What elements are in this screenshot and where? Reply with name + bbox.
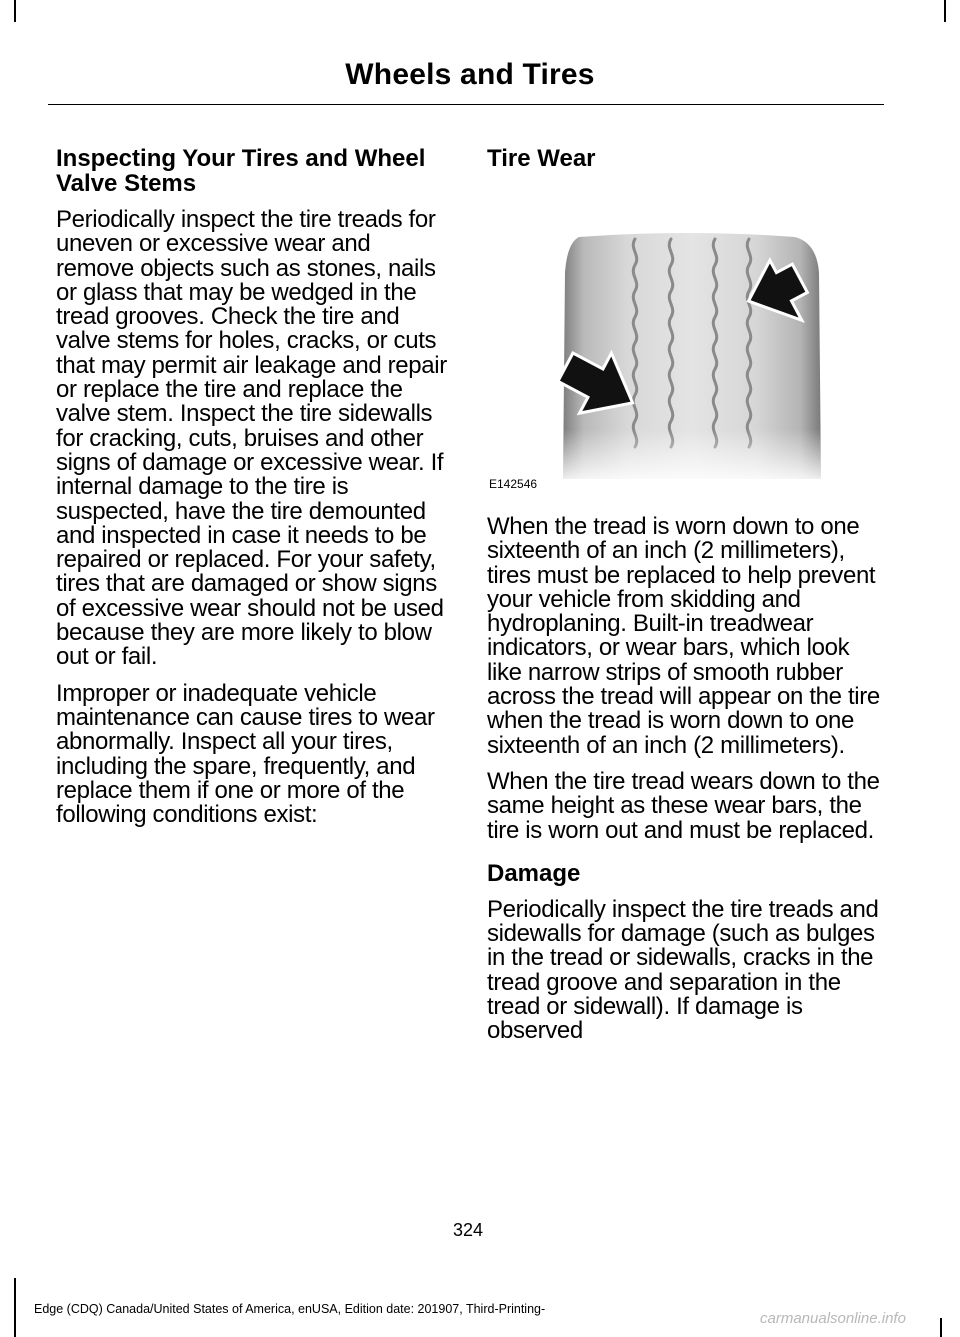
crop-mark-bottom-left — [14, 1278, 16, 1337]
damage-paragraph: Periodically inspect the tire treads and sidewalls for damage (such as bulges in the tread or sidewalls, cracks in the tread groove and separation in the tread or sidewall). If damage is observed — [487, 895, 879, 1045]
crop-mark-top-right — [944, 0, 946, 22]
tire-wear-paragraph-1: When the tread is worn down to one sixteenth of an inch (2 millimeters), tires must be replaced to help prevent your vehicle from skidding and hydroplaning. Built-in treadwear indicators, or wear bars, which look like narrow strips of smooth rubber across the tread will appear on the tire when the tread is worn down to one sixteenth of an inch (2 millimeters). — [487, 513, 880, 759]
inspecting-paragraph-2: Improper or inadequate vehicle maintenance can cause tires to wear abnormally. Inspect all your tires, including the spare, frequently, and replace them if one or more of the following conditions exist: — [56, 679, 435, 829]
tire-wear-paragraph-2: When the tire tread wears down to the same height as these wear bars, the tire is worn out and must be replaced. — [487, 767, 880, 844]
tire-tread-illustration — [487, 183, 883, 483]
watermark-text: carmanualsonline.info — [760, 1310, 906, 1327]
crop-mark-top-left — [14, 0, 16, 22]
page-section-title: Wheels and Tires — [345, 58, 595, 91]
damage-heading: Damage — [487, 859, 581, 887]
right-column — [487, 146, 883, 1056]
left-column — [56, 146, 450, 839]
tire-tread-figure — [487, 183, 883, 503]
crop-mark-bottom-right — [940, 1318, 942, 1337]
page-number: 324 — [452, 1220, 484, 1240]
edition-footer: Edge (CDQ) Canada/United States of America, enUSA, Edition date: 201907, Third-Printing- — [34, 1302, 546, 1316]
tire-wear-heading: Tire Wear — [487, 145, 596, 172]
figure-id-label: E142546 — [489, 477, 538, 491]
inspecting-heading: Inspecting Your Tires and Wheel Valve Stems — [56, 145, 426, 197]
header-divider — [48, 104, 884, 105]
inspecting-paragraph-1: Periodically inspect the tire treads for uneven or excessive wear and remove objects such as stones, nails or glass that may be wedged in the tread grooves. Check the tire and valve stems for holes, cracks, or cuts that may permit air leakage and repair or replace the tire and replace the valve stem. Inspect the tire sidewalls for cracking, cuts, bruises and other signs of damage or excessive wear. If internal damage to the tire is suspected, have the tire demounted and inspected in case it needs to be repaired or replaced. For your safety, tires that are damaged or show signs of excessive wear should not be used because they are more likely to blow out or fail. — [56, 206, 447, 671]
